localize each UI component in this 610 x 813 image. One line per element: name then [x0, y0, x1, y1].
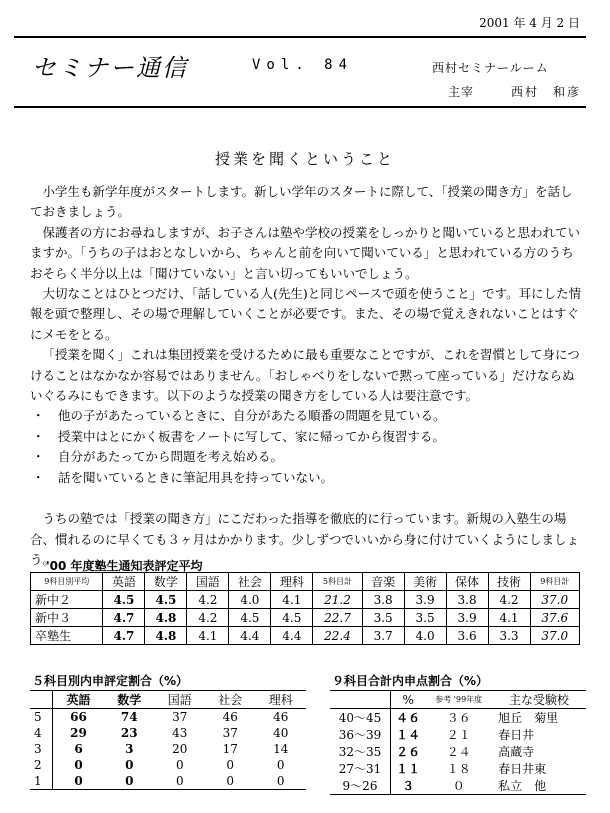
column-header: [330, 691, 391, 709]
table-cell: 0: [226, 758, 235, 772]
table-cell: 37.0: [530, 591, 579, 609]
table-cell: 0: [155, 773, 205, 790]
table-cell: 74: [120, 710, 138, 724]
table-row: [330, 777, 586, 795]
closing-paragraph: うちの塾では「授業の聞き方」にこだわった指導を徹底的に行っています。新規の入塾生の場合、慣れるのに早くても３ヶ月はかかります。少しずつでいいから身に付けていくようにしましょう。: [30, 511, 580, 567]
table-cell: 21.2: [313, 591, 362, 609]
table-corner: 9科目別平均: [31, 573, 103, 591]
table-cell: 22.7: [313, 609, 362, 627]
organization-name: 西村セミナールーム: [432, 61, 549, 75]
table-cell: 3.6: [446, 627, 488, 645]
table-cell: 14: [273, 742, 289, 756]
score-range: 32～35: [330, 743, 391, 760]
row-label: 新中２: [31, 591, 103, 609]
table-cell: 4.5: [229, 609, 271, 627]
column-header: 数学: [145, 573, 187, 591]
table-header-row: [330, 691, 586, 709]
paragraph: 保護者の方にお尋ねしますが、お子さんは塾や学校の授業をしっかりと聞いていると思われていますか。「うちの子はおとなしいから、ちゃんと前を向いて聞いている」と思われている方のうちおそらく半分以上は「聞けていない」と言い切ってもいいでしょう。: [30, 224, 581, 281]
table-cell: 37: [172, 710, 188, 724]
list-item: ・ 自分があたってから問題を考え始める。: [30, 447, 584, 467]
column-header: [30, 691, 53, 709]
table-cell: １４: [396, 728, 421, 742]
paragraph: 小学生も新学年度がスタートします。新しい学年のスタートに際して、「授業の聞き方」を話しておきましょう。: [30, 184, 573, 220]
article-title: 授業を聞くということ: [214, 150, 395, 168]
table-cell: 4.8: [145, 627, 187, 645]
row-label: 3: [30, 741, 53, 757]
column-header: 社会: [205, 691, 255, 709]
row-label: 卒塾生: [31, 627, 103, 645]
table-row: [30, 709, 306, 726]
table-cell: 0: [53, 773, 105, 790]
table-cell: 0: [205, 773, 255, 790]
table-cell: 4.1: [187, 627, 229, 645]
table-row: [31, 609, 580, 627]
paragraph: 大切なことはひとつだけ、「話している人(先生)と同じペースで頭を使うこと」です。耳にした情報を頭で整理し、その場で理解していくことが必要です。また、その場で覚えきれないことはすぐにメモをとる。: [30, 286, 582, 342]
table-cell: 旭丘 菊里: [498, 711, 559, 725]
table-row: [330, 709, 586, 727]
table-cell: 6: [74, 742, 83, 756]
table-cell: 3.9: [446, 609, 488, 627]
table-cell: 37.0: [530, 627, 579, 645]
table-header-row: [31, 573, 580, 591]
table-cell: 4.4: [271, 627, 313, 645]
table-cell: 3.5: [404, 609, 446, 627]
bullet-mark: ・: [32, 449, 45, 465]
table-cell: ２４: [446, 745, 471, 759]
column-header: 理科: [271, 573, 313, 591]
table-row: [30, 741, 306, 757]
bullet-mark: ・: [32, 428, 45, 444]
table-cell: 4.0: [404, 627, 446, 645]
table-cell: ２１: [446, 728, 471, 742]
table-cell: 4.7: [103, 627, 145, 645]
table-cell: 37.6: [530, 609, 579, 627]
table-row: [30, 757, 306, 773]
table-row: [330, 760, 586, 777]
table-cell: 29: [70, 726, 87, 740]
table-cell: 4.2: [187, 609, 229, 627]
column-header: 技術: [488, 573, 530, 591]
table-cell: ２６: [396, 745, 421, 759]
total-score-table: [330, 690, 586, 795]
row-label: 2: [30, 757, 53, 773]
table-cell: 3.7: [362, 627, 404, 645]
table-cell: 46: [273, 710, 289, 724]
table-cell: 4.7: [103, 609, 145, 627]
column-header: 社会: [229, 573, 271, 591]
table-cell: ３: [391, 777, 426, 795]
table-row: [330, 726, 586, 743]
table-cell: ３６: [446, 711, 471, 725]
table-cell: 0: [104, 773, 154, 790]
row-label: 1: [30, 773, 53, 790]
table-row: [330, 743, 586, 760]
column-header: %: [391, 691, 426, 709]
grade-distribution-table: [30, 690, 306, 790]
table-cell: 春日井: [498, 728, 535, 742]
dist-table-title: ５科目別内申評定割合（%）: [32, 674, 189, 688]
table-cell: 私立 他: [492, 777, 586, 795]
table-cell: 4.8: [145, 609, 187, 627]
column-header: 音楽: [362, 573, 404, 591]
newsletter-header: [14, 36, 586, 108]
table-cell: 0: [125, 758, 134, 772]
column-header: 保体: [446, 573, 488, 591]
table-cell: 3: [125, 742, 134, 756]
article-body: [30, 182, 584, 570]
table-row: [31, 627, 580, 645]
list-item: ・ 話を聞いているときに筆記用具を持っていない。: [30, 468, 584, 488]
column-header: 国語: [155, 691, 205, 709]
table-header-row: [30, 691, 306, 709]
table-cell: 3.3: [488, 627, 530, 645]
table-cell: ０: [425, 777, 492, 795]
paragraph: 「授業を聞く」これは集団授業を受けるために最も重要なことですが、これを習慣として身につけることはなかなか容易ではありません。「おしゃべりをしないで黙って座っている」だけならぬいぐるみにもできます。以下のような授業の聞き方をしている人は要注意です。: [30, 347, 580, 404]
bullet-mark: ・: [32, 469, 45, 485]
column-header: 数学: [104, 691, 154, 709]
table-cell: 23: [120, 726, 138, 740]
table-cell: １８: [446, 762, 471, 776]
host-label: 主宰: [448, 85, 475, 99]
score-range: 27～31: [330, 760, 391, 777]
table-cell: 4.2: [187, 591, 229, 609]
table-cell: １１: [396, 762, 421, 776]
table-cell: 17: [222, 742, 238, 756]
list-item: ・ 授業中はとにかく板書をノートに写して、家に帰ってから復習する。: [30, 427, 584, 447]
column-header: 5科目計: [313, 573, 362, 591]
row-label: 5: [30, 709, 53, 726]
table-cell: 4.5: [145, 591, 187, 609]
table-cell: 4.0: [229, 591, 271, 609]
column-header: 理科: [255, 691, 306, 709]
table-row: [30, 773, 306, 790]
volume-number: Vol. 84: [252, 57, 354, 73]
score-range: 36～39: [330, 726, 391, 743]
table-cell: 4.5: [103, 591, 145, 609]
table-row: [31, 591, 580, 609]
column-header: 主な受験校: [492, 691, 586, 709]
table-cell: 46: [222, 710, 238, 724]
table-cell: 4.1: [271, 591, 313, 609]
column-header: 英語: [103, 573, 145, 591]
table-cell: 43: [172, 726, 188, 740]
table-row: [30, 725, 306, 741]
table-cell: 22.4: [313, 627, 362, 645]
table-cell: 春日井東: [498, 762, 547, 776]
table-cell: 4.1: [488, 609, 530, 627]
score-range: 9～26: [330, 777, 391, 795]
grade-average-table: [30, 572, 580, 645]
table-cell: 3.9: [404, 591, 446, 609]
warning-list: [30, 406, 584, 488]
row-label: 新中３: [31, 609, 103, 627]
table-cell: 3.8: [362, 591, 404, 609]
newsletter-title: セミナー通信: [32, 54, 188, 82]
table-cell: 0: [74, 758, 83, 772]
bullet-mark: ・: [32, 408, 45, 424]
row-label: 4: [30, 725, 53, 741]
list-item: ・ 他の子があたっているときに、自分があたる順番の問題を見ている。: [30, 406, 584, 426]
table-cell: 高蔵寺: [498, 745, 535, 759]
table-cell: 20: [172, 742, 188, 756]
table-cell: 0: [255, 773, 306, 790]
column-header: 9科目計: [530, 573, 579, 591]
score-range: 40～45: [330, 709, 391, 727]
column-header: 美術: [404, 573, 446, 591]
table-cell: 3.8: [446, 591, 488, 609]
table-cell: 40: [273, 726, 289, 740]
table-cell: ４６: [396, 711, 421, 725]
total-table-title: ９科目合計内申点割合（%）: [332, 674, 489, 688]
table-cell: 3.5: [362, 609, 404, 627]
table-cell: 37: [222, 726, 238, 740]
issue-date: 2001 年 4 月 2 日: [479, 16, 580, 30]
table-cell: 4.4: [229, 627, 271, 645]
host-name: 西村 和彦: [511, 85, 582, 99]
column-header: 英語: [53, 691, 105, 709]
table-cell: 4.2: [488, 591, 530, 609]
table-cell: 0: [276, 758, 285, 772]
avg-table-title: '00 年度塾生通知表評定平均: [46, 559, 203, 573]
column-header: 国語: [187, 573, 229, 591]
table-cell: 0: [175, 758, 184, 772]
column-header: 参考 '99年度: [425, 691, 492, 709]
table-cell: 66: [70, 710, 87, 724]
table-cell: 4.5: [271, 609, 313, 627]
